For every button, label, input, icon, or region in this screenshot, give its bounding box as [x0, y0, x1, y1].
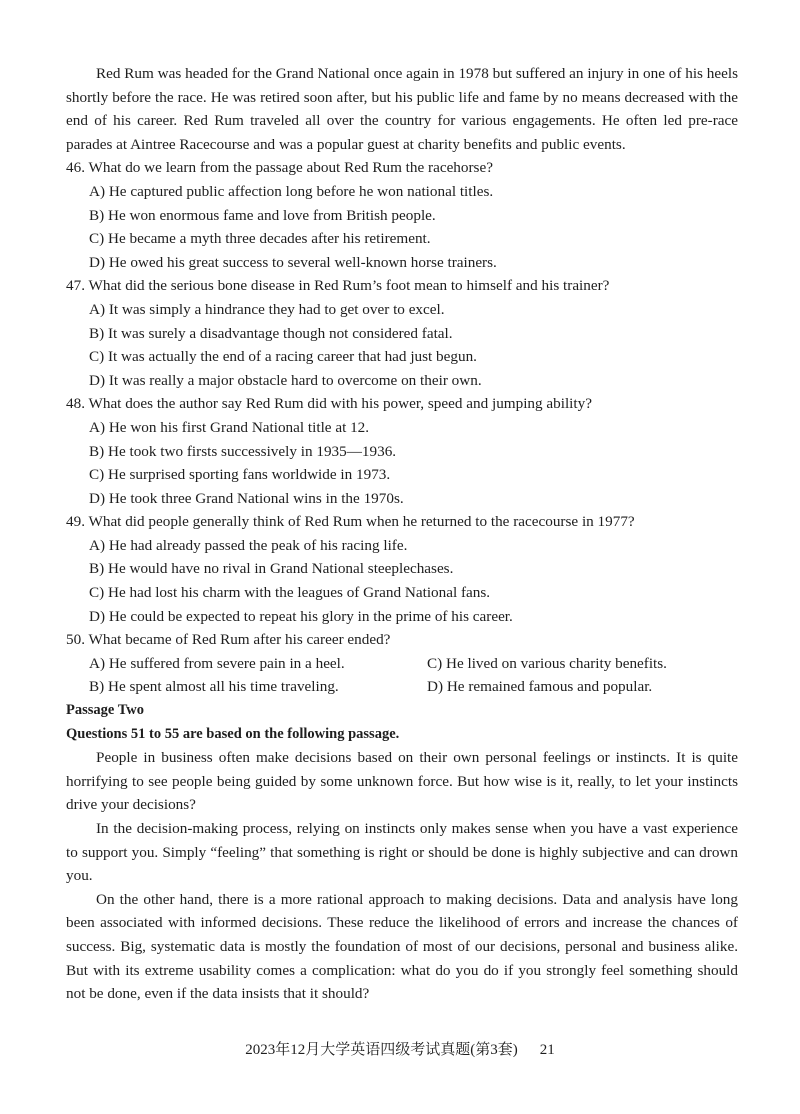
option-a: A) He suffered from severe pain in a heel.: [89, 654, 345, 672]
question-47: [66, 274, 738, 392]
passage-one-final-paragraph: Red Rum was headed for the Grand National once again in 1978 but suffered an injury in one of his heels shortly before the race. He was retired soon after, but his public life and fame by no means decreased with the end of his career. Red Rum traveled all over the country for various engagements. He often led pre-race parades at Aintree Racecourse and was a popular guest at charity benefits and public events.: [66, 65, 738, 153]
question-46: [66, 156, 738, 274]
option-d: D) It was really a major obstacle hard to overcome on their own.: [89, 371, 482, 389]
page-number: 21: [539, 1042, 555, 1058]
option-b: B) It was surely a disadvantage though not considered fatal.: [89, 324, 453, 342]
passage-two-paragraph-2: In the decision-making process, relying on instincts only makes sense when you have a vast experience to support you. Simply “feeling” that something is right or should be done is highly subjective and can drown you.: [66, 820, 738, 885]
passage-two-paragraph-3: On the other hand, there is a more rational approach to making decisions. Data and analysis have long been associated with informed decisions. These reduce the likelihood of errors and increase the chances of success. Big, systematic data is mostly the foundation of most of our decisions, personal and business alike. But with its extreme usability comes a complication: what do you do if you strongly feel something should not be done, even if the data insists that it should?: [66, 890, 738, 1003]
option-c: C) It was actually the end of a racing career that had just begun.: [89, 348, 477, 366]
option-d: D) He took three Grand National wins in the 1970s.: [89, 489, 404, 507]
question-48: [66, 392, 738, 510]
option-d: D) He remained famous and popular.: [427, 678, 653, 696]
question-50: [66, 628, 738, 699]
option-b: B) He would have no rival in Grand National steeplechases.: [89, 560, 454, 578]
option-c: C) He lived on various charity benefits.: [427, 654, 667, 672]
question-stem: 46. What do we learn from the passage about Red Rum the racehorse?: [66, 159, 493, 177]
question-stem: 48. What does the author say Red Rum did with his power, speed and jumping ability?: [66, 395, 592, 413]
option-d: D) He owed his great success to several well-known horse trainers.: [89, 253, 497, 271]
passage-instruction: Questions 51 to 55 are based on the following passage.: [66, 725, 400, 742]
option-c: C) He had lost his charm with the leagues of Grand National fans.: [89, 584, 491, 602]
option-a: A) It was simply a hindrance they had to get over to excel.: [89, 300, 445, 318]
option-c: C) He surprised sporting fans worldwide in 1973.: [89, 466, 391, 484]
option-a: A) He won his first Grand National title at 12.: [89, 418, 370, 436]
passage-heading: Passage Two: [66, 702, 145, 719]
option-b: B) He took two firsts successively in 1935—1936.: [89, 442, 397, 460]
option-c: C) He became a myth three decades after his retirement.: [89, 230, 431, 248]
question-stem: 47. What did the serious bone disease in Red Rum’s foot mean to himself and his trainer?: [66, 277, 610, 295]
option-b: B) He spent almost all his time traveling.: [89, 678, 339, 696]
option-b: B) He won enormous fame and love from British people.: [89, 206, 436, 224]
footer-title: 2023年12月大学英语四级考试真题(第3套): [245, 1042, 518, 1058]
option-a: A) He had already passed the peak of his racing life.: [89, 536, 408, 554]
question-stem: 50. What became of Red Rum after his career ended?: [66, 631, 391, 649]
passage-two-paragraph-1: People in business often make decisions based on their own personal feelings or instincts. It is quite horrifying to see people being guided by some unknown force. But how wise is it, really, to let your instincts drive your decisions?: [66, 749, 738, 814]
exam-page: [66, 62, 738, 1006]
question-stem: 49. What did people generally think of Red Rum when he returned to the racecourse in 1977?: [66, 513, 635, 531]
option-a: A) He captured public affection long before he won national titles.: [89, 182, 494, 200]
page-footer: [0, 1040, 800, 1060]
option-d: D) He could be expected to repeat his glory in the prime of his career.: [89, 607, 513, 625]
question-49: [66, 510, 738, 628]
options-grid: [66, 652, 738, 699]
